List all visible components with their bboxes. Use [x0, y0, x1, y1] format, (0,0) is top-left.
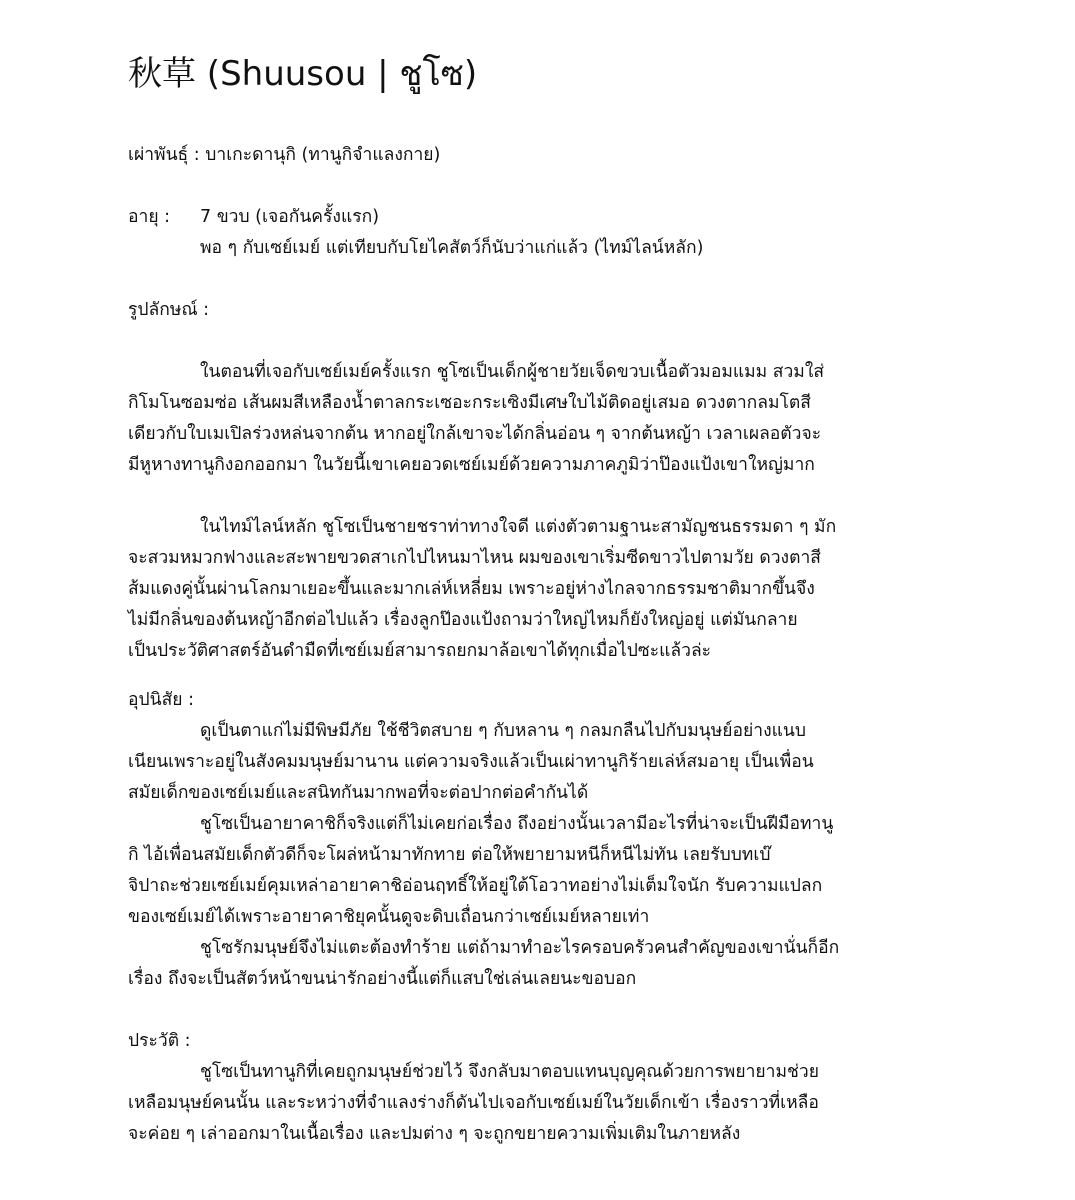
- paragraph-line: ไม่มีกลิ่นของต้นหญ้าอีกต่อไปแล้ว เรื่องลูกป๊องแป้งถามว่าใหญ่ไหมก็ยังใหญ่อยู่ แต่มันกลาย: [128, 610, 798, 630]
- paragraph-line: เนียนเพราะอยู่ในสังคมมนุษย์มานาน แต่ความจริงแล้วเป็นเผ่าทานูกิร้ายเล่ห์สมอายุ เป็นเพื่อน: [128, 752, 814, 772]
- age-section: [128, 202, 958, 264]
- paragraph-line: ของเซย์เมย์ได้เพราะอายาคาชิยุคนั้นดูจะดิบเถื่อนกว่าเซย์เมย์หลายเท่า: [128, 907, 650, 927]
- paragraph-line: จะสวมหมวกฟางและสะพายขวดสาเกไปไหนมาไหน ผมของเขาเริ่มซีดขาวไปตามวัย ดวงตาสี: [128, 548, 821, 568]
- history-paragraph: [128, 1057, 958, 1150]
- paragraph-line: กิโมโนซอมซ่อ เส้นผมสีเหลืองน้ำตาลกระเซอะกระเซิงมีเศษใบไม้ติดอยู่เสมอ ดวงตากลมโตสี: [128, 393, 811, 413]
- paragraph-line: ชูโซเป็นทานูกิที่เคยถูกมนุษย์ช่วยไว้ จึงกลับมาตอบแทนบุญคุณด้วยการพยายามช่วย: [200, 1062, 820, 1082]
- personality-paragraph-3: [128, 933, 958, 995]
- paragraph-line: เรื่อง ถึงจะเป็นสัตว์หน้าขนน่ารักอย่างนี้แต่ก็แสบใช่เล่นเลยนะขอบอก: [128, 969, 637, 989]
- age-main-timeline: พอ ๆ กับเซย์เมย์ แต่เทียบกับโยไคสัตว์ก็นับว่าแก่แล้ว (ไทม์ไลน์หลัก): [200, 238, 704, 258]
- personality-paragraph-2: [128, 809, 958, 933]
- history-heading: ประวัติ :: [128, 1031, 191, 1051]
- paragraph-line: ส้มแดงคู่นั้นผ่านโลกมาเยอะขึ้นและมากเล่ห์เหลี่ยม เพราะอยู่ห่างไกลจากธรรมชาติมากขึ้นจึง: [128, 579, 815, 599]
- paragraph-line: กิ ไอ้เพื่อนสมัยเด็กตัวดีก็จะโผล่หน้ามาทักทาย ต่อให้พยายามหนีก็หนีไม่ทัน เลยรับบทเบ๊: [128, 845, 771, 865]
- spacer: [128, 481, 958, 512]
- age-first-meeting: 7 ขวบ (เจอกันครั้งแรก): [200, 207, 380, 227]
- spacer: [128, 667, 958, 685]
- appearance-paragraph-main-timeline: [128, 512, 958, 667]
- paragraph-line: จะค่อย ๆ เล่าออกมาในเนื้อเรื่อง และปมต่าง ๆ จะถูกขยายความเพิ่มเติมในภายหลัง: [128, 1124, 741, 1144]
- paragraph-line: มีหูหางทานูกิงอกออกมา ในวัยนี้เขาเคยอวดเซย์เมย์ด้วยความภาคภูมิว่าป๊องแป้งเขาใหญ่มาก: [128, 455, 815, 475]
- character-title: 秋草 (Shuusou | ชูโซ): [128, 54, 478, 94]
- paragraph-line: ชูโซเป็นอายาคาชิก็จริงแต่ก็ไม่เคยก่อเรื่อง ถึงอย่างนั้นเวลามีอะไรที่น่าจะเป็นฝีมือทานู: [200, 814, 834, 834]
- paragraph-line: จิปาถะช่วยเซย์เมย์คุมเหล่าอายาคาชิอ่อนฤทธิ์ให้อยู่ใต้โอวาทอย่างไม่เต็มใจนัก รับความแปลก: [128, 876, 823, 896]
- spacer: [128, 995, 958, 1026]
- paragraph-line: ชูโซรักมนุษย์จึงไม่แตะต้องทำร้าย แต่ถ้ามาทำอะไรครอบครัวคนสำคัญของเขานั่นก็อีก: [200, 938, 840, 958]
- spacer: [128, 171, 958, 202]
- document-page: [128, 50, 958, 1150]
- paragraph-line: เดียวกับใบเมเปิลร่วงหล่นจากต้น หากอยู่ใกล้เขาจะได้กลิ่นอ่อน ๆ จากต้นหญ้า เวลาเผลอตัวจะ: [128, 424, 822, 444]
- spacer: [128, 326, 958, 357]
- spacer: [128, 264, 958, 295]
- age-label: อายุ :: [128, 207, 171, 227]
- personality-paragraph-1: [128, 716, 958, 809]
- appearance-paragraph-childhood: [128, 357, 958, 481]
- paragraph-line: ในตอนที่เจอกับเซย์เมย์ครั้งแรก ชูโซเป็นเด็กผู้ชายวัยเจ็ดขวบเนื้อตัวมอมแมม สวมใส่: [200, 362, 825, 382]
- personality-heading: อุปนิสัย :: [128, 690, 194, 710]
- paragraph-line: เหลือมนุษย์คนนั้น และระหว่างที่จำแลงร่างก็ดันไปเจอกับเซย์เมย์ในวัยเด็กเข้า เรื่องราวที่เหลือ: [128, 1093, 819, 1113]
- race-line: เผ่าพันธุ์ : บาเกะดานุกิ (ทานูกิจำแลงกาย): [128, 145, 441, 165]
- paragraph-line: ในไทม์ไลน์หลัก ชูโซเป็นชายชราท่าทางใจดี แต่งตัวตามฐานะสามัญชนธรรมดา ๆ มัก: [200, 517, 837, 537]
- paragraph-line: สมัยเด็กของเซย์เมย์และสนิทกันมากพอที่จะต่อปากต่อคำกันได้: [128, 783, 589, 803]
- age-values: [200, 202, 703, 264]
- paragraph-line: ดูเป็นตาแก่ไม่มีพิษมีภัย ใช้ชีวิตสบาย ๆ กับหลาน ๆ กลมกลืนไปกับมนุษย์อย่างแนบ: [200, 721, 807, 741]
- appearance-heading: รูปลักษณ์ :: [128, 300, 210, 320]
- paragraph-line: เป็นประวัติศาสตร์อันดำมืดที่เซย์เมย์สามารถยกมาล้อเขาได้ทุกเมื่อไปซะแล้วล่ะ: [128, 641, 712, 661]
